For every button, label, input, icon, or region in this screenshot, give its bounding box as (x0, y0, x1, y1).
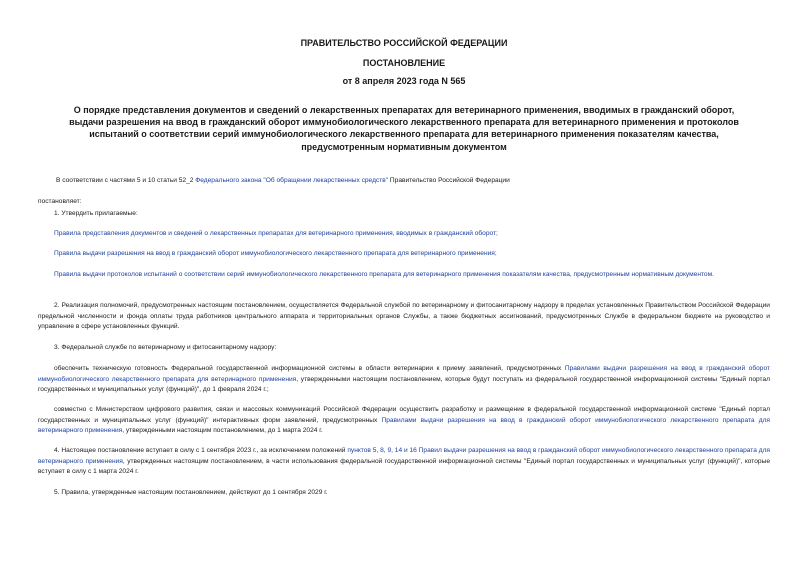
federal-law-link[interactable]: Федерального закона "Об обращении лекарственных средств" (195, 177, 389, 184)
paragraph-3: 3. Федеральной службе по ветеринарному и фитосанитарному надзору: (54, 344, 277, 351)
rules-link-permit[interactable]: Правила выдачи разрешения на ввод в гражданский оборот иммунобиологического лекарственного препарата для ветеринарного применения; (54, 250, 497, 257)
paragraph-4 (38, 446, 770, 478)
p3b-text-a: совместно с Министерством цифрового развития, связи и массовых коммуникаций Российской Федерации осуществить разработку и размещение в федеральной государственной информационной системе "Единый портал государственных и муниципальных услуг (функций)" интерактивных форм заявлений, предусмотренных (38, 406, 770, 424)
intro-text-a: В соответствии с частями 5 и 10 статьи 52_2 (56, 177, 196, 184)
p4-text-b: , утвержденных настоящим постановлением, в части использования федеральной государственной информационной системы "Единый портал государственных и муниципальных услуг (функций)", которые вступает в силу с 1 марта 2024 г. (38, 457, 770, 476)
document-title: О порядке представления документов и сведений о лекарственных препаратах для ветеринарного применения, вводимых в гражданский оборот, выдачи разрешения на ввод в гражданский оборот иммунобиологического лекарственного препарата для ветеринарного применения и протоколов испытаний о соответствии серий иммунобиологического лекарственного препарата для ветеринарного применения показателям качества, предусмотренным нормативным документом (69, 105, 739, 152)
intro-text-b: Правительство Российской Федерации (388, 177, 510, 184)
date-number-heading: от 8 апреля 2023 года N 565 (342, 76, 466, 86)
p3b-rules-link[interactable]: Правилами выдачи разрешения на ввод в гражданский оборот иммунобиологического лекарственного препарата для ветеринарного применения (38, 416, 770, 435)
doc-type-heading: ПОСТАНОВЛЕНИЕ (362, 58, 446, 68)
paragraph-5: 5. Правила, утвержденные настоящим постановлением, действуют до 1 сентября 2029 г. (54, 489, 328, 496)
rules-link-documents[interactable]: Правила представления документов и сведений о лекарственных препаратах для ветеринарного применения, вводимых в гражданский оборот; (54, 230, 498, 237)
p3b-text-b: , утвержденными настоящим постановлением, до 1 марта 2024 г. (122, 427, 323, 435)
p3a-text-a: обеспечить техническую готовность Федеральной государственной информационной системы в области ветеринарии к приему заявлений, предусмотренных (54, 365, 565, 372)
p4-points-link[interactable]: пунктов 5, 8, 9, 14 и 16 Правил выдачи разрешения на ввод в гражданский оборот иммунобиологического лекарственного препарата для ветеринарного применения (38, 447, 770, 465)
paragraph-1: 1. Утвердить прилагаемые: (54, 210, 138, 217)
paragraph-3b (38, 405, 770, 437)
p3a-text-b: , утвержденными настоящим постановлением, которые будут поступать из федеральной государственной информационной системы "Единый портал государственных и муниципальных услуг (функций)", до 1 февраля 2024 г.; (38, 375, 770, 394)
org-heading: ПРАВИТЕЛЬСТВО РОССИЙСКОЙ ФЕДЕРАЦИИ (300, 38, 508, 48)
rules-link-protocols[interactable]: Правила выдачи протоколов испытаний о соответствии серий иммунобиологического лекарственного препарата для ветеринарного применения показателям качества, предусмотренным нормативным документом. (54, 271, 714, 278)
postanovlyaet-text: постановляет: (38, 198, 82, 205)
p4-text-a: 4. Настоящее постановление вступает в силу с 1 сентября 2023 г., за исключением положений (54, 447, 348, 454)
paragraph-2: 2. Реализация полномочий, предусмотренных настоящим постановлением, осуществляется Федеральной службой по ветеринарному и фитосанитарному надзору в пределах установленных Правительством Российской Федерации предельной численности и фонда оплаты труда работников центрального аппарата и территориальных органов Службы, а также бюджетных ассигнований, предусмотренных Службе в федеральном бюджете на руководство и управление в сфере установленных функций. (38, 302, 770, 331)
paragraph-3a (38, 364, 770, 396)
intro-paragraph (56, 176, 756, 187)
p3a-rules-link[interactable]: Правилами выдачи разрешения на ввод в гражданский оборот иммунобиологического лекарственного препарата для ветеринарного применения (38, 365, 770, 383)
